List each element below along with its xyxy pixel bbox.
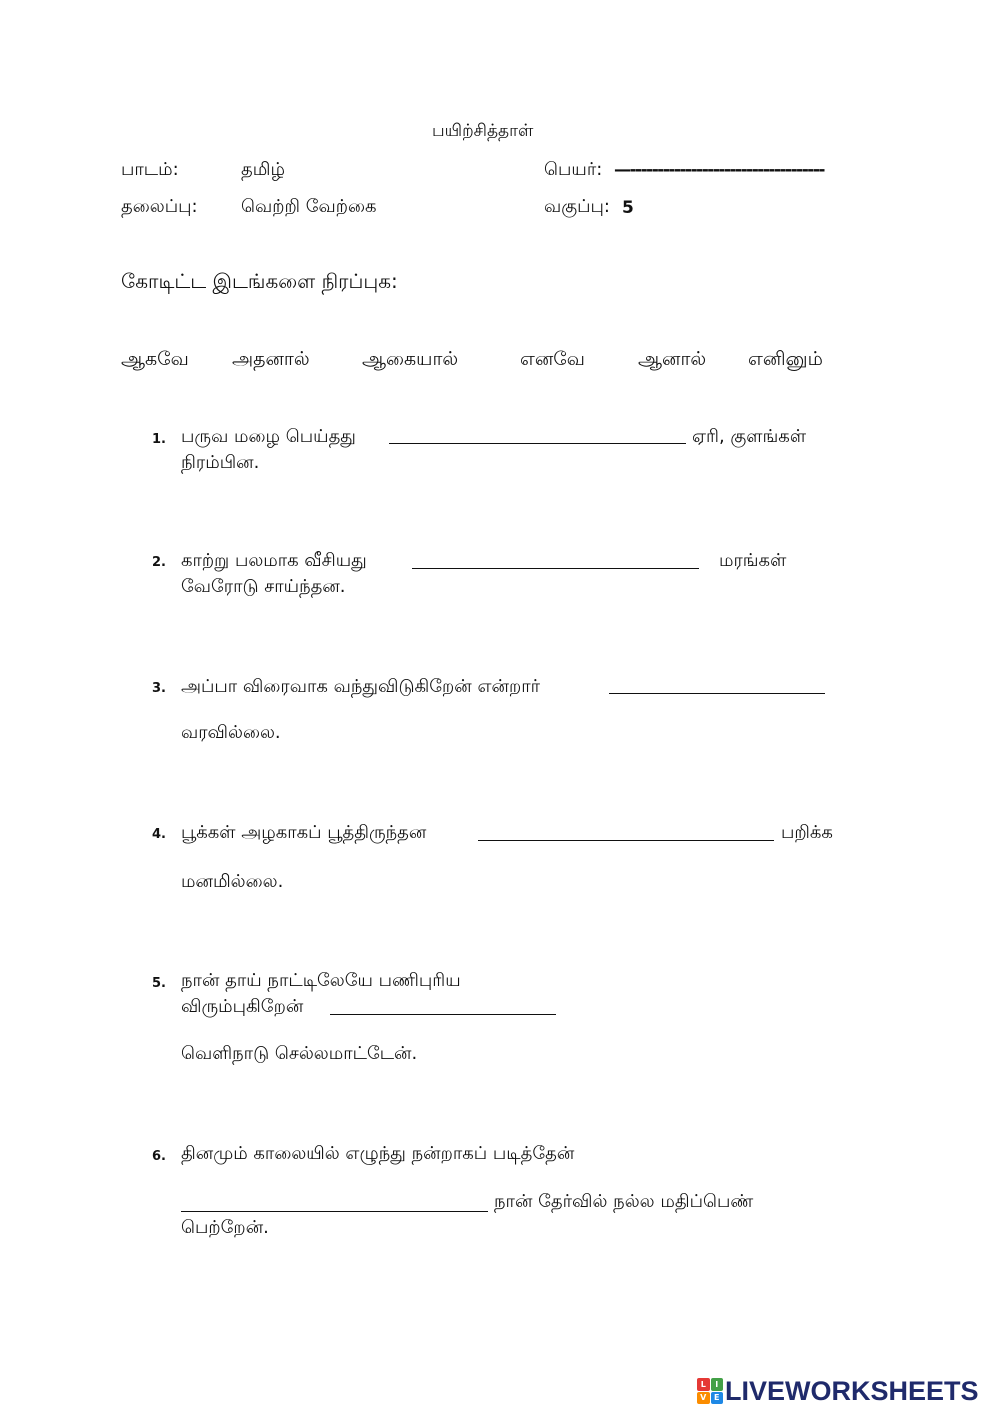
question-text: நான் தேர்வில் நல்ல மதிப்பெண் xyxy=(494,1191,754,1212)
question-text: காற்று பலமாக வீசியது xyxy=(181,550,367,571)
logo-mark-letter: E xyxy=(711,1392,724,1405)
question-text: பெற்றேன். xyxy=(181,1217,269,1238)
question-text: பருவ மழை பெய்தது xyxy=(181,426,356,447)
subject-label: பாடம்: xyxy=(121,159,179,180)
name-field[interactable]: —----------------------------------- xyxy=(614,160,824,180)
word-bank-item: ஆனால் xyxy=(638,348,707,370)
answer-blank[interactable] xyxy=(412,568,699,569)
logo-mark-letter: I xyxy=(711,1378,724,1391)
question-number: 2. xyxy=(152,555,166,570)
question-number: 5. xyxy=(152,976,166,991)
answer-blank[interactable] xyxy=(389,443,686,444)
subject-value: தமிழ் xyxy=(241,159,285,180)
answer-blank[interactable] xyxy=(330,1014,556,1015)
question-text: அப்பா விரைவாக வந்துவிடுகிறேன் என்றார் xyxy=(181,676,541,697)
question-text: மரங்கள் xyxy=(719,550,787,571)
logo-mark-letter: V xyxy=(697,1392,710,1405)
question-number: 3. xyxy=(152,681,166,696)
word-bank-item: ஆகவே xyxy=(121,348,189,370)
question-text: விரும்புகிறேன் xyxy=(181,996,304,1017)
liveworksheets-logo xyxy=(697,1376,979,1406)
class-label: வகுப்பு: xyxy=(544,196,610,217)
word-bank-item: அதனால் xyxy=(232,348,310,370)
question-text: வேரோடு சாய்ந்தன. xyxy=(181,576,346,597)
question-number: 6. xyxy=(152,1149,166,1164)
question-text: பறிக்க xyxy=(781,822,833,843)
topic-label: தலைப்பு: xyxy=(121,196,198,217)
worksheet-title: பயிற்சித்தாள் xyxy=(432,121,534,141)
word-bank-item: எனினும் xyxy=(748,348,823,370)
answer-blank[interactable] xyxy=(181,1211,488,1212)
class-value: 5 xyxy=(622,198,634,218)
answer-blank[interactable] xyxy=(609,693,825,694)
logo-mark-letter: L xyxy=(697,1378,710,1391)
word-bank-item: ஆகையால் xyxy=(362,348,459,370)
instruction-text: கோடிட்ட இடங்களை நிரப்புக: xyxy=(121,269,398,293)
question-text: மனமில்லை. xyxy=(181,871,284,892)
word-bank-item: எனவே xyxy=(520,348,585,370)
question-text: வெளிநாடு செல்லமாட்டேன். xyxy=(181,1043,418,1064)
name-label: பெயர்: xyxy=(544,159,603,180)
question-text: ஏரி, குளங்கள் xyxy=(692,426,807,447)
liveworksheets-logo-icon xyxy=(697,1378,723,1404)
logo-text: LIVEWORKSHEETS xyxy=(725,1375,979,1406)
question-text: நிரம்பின. xyxy=(181,452,260,473)
topic-value: வெற்றி வேற்கை xyxy=(241,196,377,217)
question-text: தினமும் காலையில் எழுந்து நன்றாகப் படித்தேன் xyxy=(181,1143,575,1164)
question-text: வரவில்லை. xyxy=(181,722,281,743)
question-text: பூக்கள் அழகாகப் பூத்திருந்தன xyxy=(181,822,427,843)
question-number: 4. xyxy=(152,827,166,842)
question-number: 1. xyxy=(152,432,166,447)
question-text: நான் தாய் நாட்டிலேயே பணிபுரிய xyxy=(181,970,461,991)
answer-blank[interactable] xyxy=(478,840,774,841)
